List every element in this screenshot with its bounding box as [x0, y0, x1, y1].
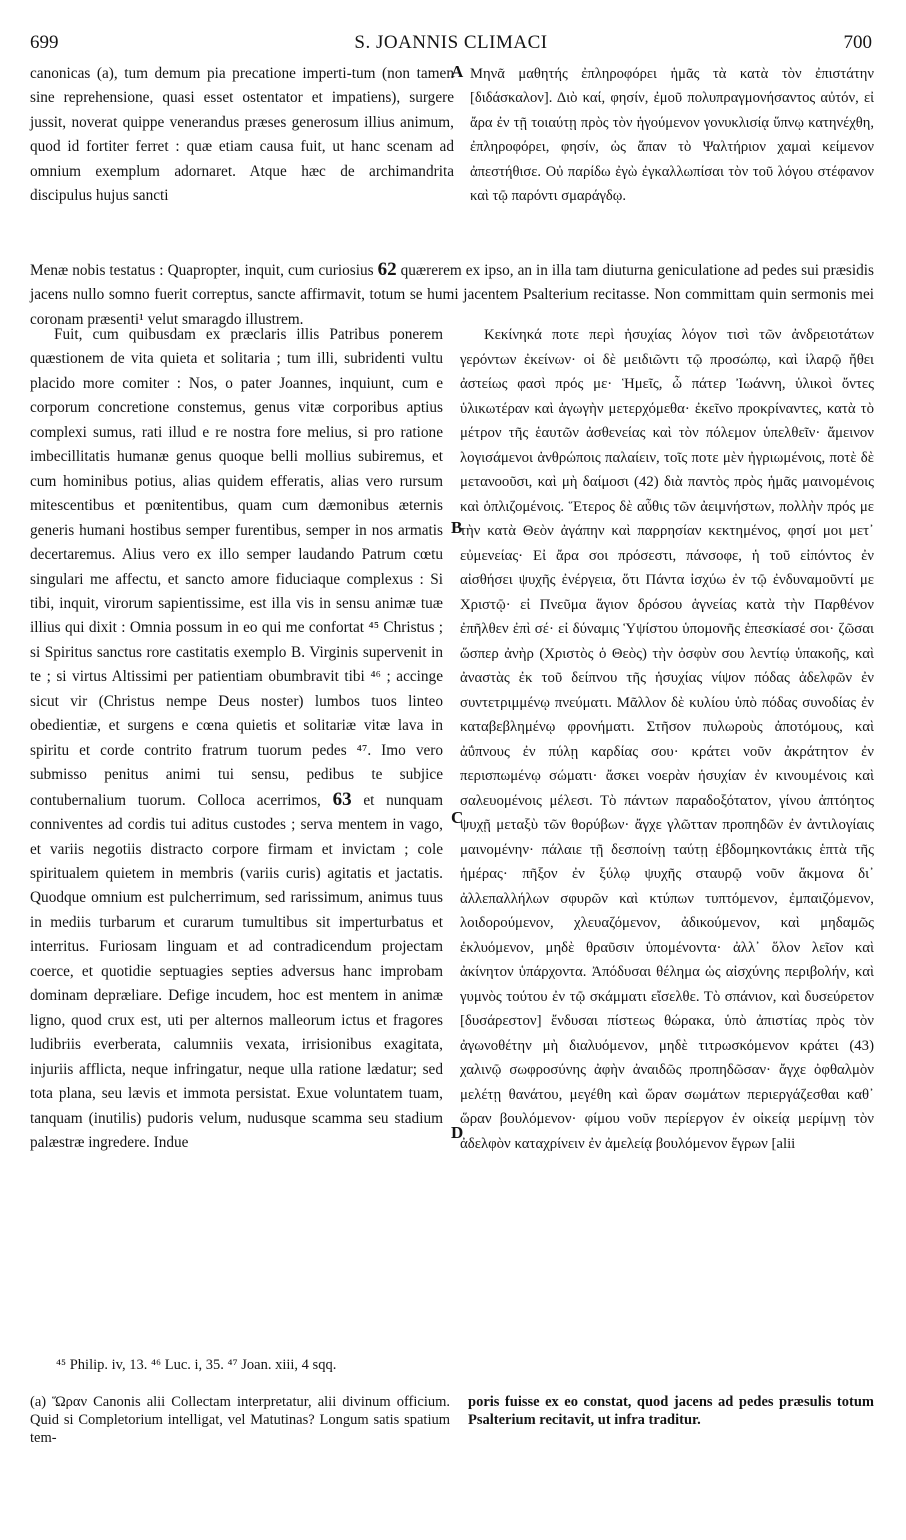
latin-text: quærerem ex ipso, an in illa tam diuturna geniculatione ad pedes sui præsidis jacens nullo somno fuerit correptus, sancte affirmavit, totum se humi jacentem Psalterium recitasse. Non committam quin sermonis mei coronam præsenti¹ velut smaragdo illustrem. — [30, 262, 874, 328]
latin-text: Fuit, cum quibusdam ex præclaris illis Patribus ponerem quæstionem de vita quieta et solitaria ; tum illi, subridenti vultu placido more comiter : Nos, o pater Joannes, inquiunt, cum e corporum concretione constemus, genus vitæ corporibus aptius complexi sumus, rati illud e re nostra fore melius, si pro ratione imbecillitatis humanæ genus quoque belli mollius subiremus, et cum hominibus potius, alias quidem efferatis, alias vero rursum mitescentibus et pœnitentibus, quam cum dæmonibus æternis generis humani hostibus semper furentibus, semper in nos armatis decertaremus. Alius vero ex illo semper laudando Patrum cœtu singulari me affectu, et sancto amore fiduciaque complexus : Si tibi, inquit, virorum sapientissime, est illa vis in sensu animæ tuæ illius qui dixit : Omnia possum in eo qui me confortat ⁴⁵ Christus ; si Spiritus sanctus rore castitatis exemplo B. Virginis supervenit in te ; si virtus Altissimi per patientiam obumbravit tibi ⁴⁶ ; accinge sicut vir (Christus nempe Deus noster) lumbos tuos linteo obedientiæ, et surgens e cœna quietis et solitariæ vitæ lava in spiritu et corde contrito fratrum tuorum pedes ⁴⁷. Imo vero submisso penitus animi tui sensu, pedibus te subjice contubernalium tuorum. Colloca acerrimos, — [30, 326, 443, 809]
section-marker-c: C — [451, 808, 464, 827]
greek-paragraph: Κεκίνηκά ποτε περὶ ἡσυχίας λόγον τισὶ τῶν ἀνδρειοτάτων γερόντων ἐκείνων· οἱ δὲ μειδιῶντι τῷ προσώπῳ, καὶ ἱλαρῷ ἤθει ἀστείως φασὶ πρός με· Ἡμεῖς, ὦ πάτερ Ἰωάννη, ὑλικοὶ ὄντες ὑλικωτέραν καὶ ἀγωγὴν μετερχόμεθα· ἐκεῖνο προκρίναντες, κατὰ τὸ μέτρον τῆς ἑαυτῶν ἀσθενείας καὶ τὸν πόλεμον ὑπελθεῖν· ἄμεινον λογισάμενοι ἀνθρώποις παλαίειν, τοῖς ποτε μὲν ἠγριωμένοις, ποτὲ δὲ μετανοοῦσι, καὶ μὴ δαίμοσι (42) διὰ παντὸς πρὸς ἡμᾶς μαινομένοις καὶ ὁπλιζομένοις. Ἕτερος δὲ αὖθις τῶν ἀειμνήστων, πολλὴν πρός με τὴν κατὰ Θεὸν ἀγάπην καὶ παρρησίαν κεκτημένος, φησί μοι μετ᾽ εὐμενείας· Εἰ ἄρα σοι πρόσεστι, πάνσοφε, ἡ τοῦ εἰπόντος ἐν αἰσθήσει ψυχῆς ἐνέργεια, ὅτι Πάντα ἰσχύω ἐν τῷ ἐνδυναμοῦντί με Χριστῷ· εἰ Πνεῦμα ἅγιον δρόσου ἁγνείας κατὰ τὴν Παρθένον ἐπῆλθεν ἐπὶ σέ· εἰ δύναμις Ὑψίστου ὑπομονῆς ἐπεσκίασέ σοι· ζῶσαι ὥσπερ ἀνὴρ (Χριστὸς ὁ Θεὸς) τὴν ὀσφὺν σου λεντίῳ ὑπακοῆς, καὶ ἀναστὰς ἐκ τοῦ δείπνου τῆς ἡσυχίας νίψον πόδας ἀδελφῶν ἐν συντετριμμένῳ πνεύματι. Μᾶλλον δὲ κυλίου ὑπὸ πόδας συνοδίας ἐν καταβεβλημένῳ φρονήματι. Στῆσον πυλωροὺς ἀποτόμους, καὶ ἀΰπνους ἐν πύλῃ καρδίας σου· κράτει νοῦν ἀκράτητον ἐν περισπωμένῳ σώματι· ἄσκει νοερὰν ἡσυχίαν ἐν κινουμένοις καὶ σαλευομένοις μέλεσι. Τὸ πάντων παραδοξότατον, γίνου ἀπτόητος ψυχῇ μεταξὺ τῶν θορύβων· ἄγχε γλῶτταν προπηδῶν ἐν ἀντιλογίαις μαινομένην· πάλαιε τῇ δεσποίνῃ ταύτῃ ἑβδομηκοντάκις ἑπτὰ τῆς ἡμέρας· πῆξον ἐν ξύλῳ ψυχῆς σταυρῷ νοῦν ἄκμονα δι᾽ ἀλλεπαλλήλων σφυρῶν καὶ κτύπων τυπτόμενον, ἐμπαιζόμενον, λοιδορούμενον, χλευαζόμενον, ἀδικούμενον, καὶ μηδαμῶς ἐκλυόμενον, μηδὲ θραῦσιν ὑπομένοντα· ἀλλ᾽ ὅλον λεῖον καὶ ἀκίνητον ὑπάρχοντα. Ἀπόδυσαι θέλημα ὡς αἰσχύνης περιβολήν, καὶ γυμνὸς τούτου ἐν τῷ σκάμματι εἴσελθε. Τὸ σπάνιον, καὶ δυσεύρετον [δυσάρεστον] ἔνδυσαι πίστεως θώρακα, ὑπὸ ἀπιστίας πρὸς τὸν ἀγωνοθέτην μὴ διαλυόμενον, μηδὲ τιτρωσκόμενον κράτει (43) χαλινῷ σωφροσύνης ἀφὴν ἀναιδῶς προπηδῶσαν· ἄγχε ὀφθαλμὸν μελέτῃ θανάτου, μεγέθη καὶ ὥραν σωμάτων περιεργάζεσθαι καθ᾽ ὥραν βουλόμενον· φίμου νοῦν περίεργον ἐν οἰκείᾳ μερίμνῃ τὸν ἀδελφὸν καταχρίνειν ἐν ἀμελείᾳ βουλόμενον ἔγρων [alii — [460, 327, 874, 1152]
latin-column-top — [30, 62, 454, 209]
footnote-left: (a) Ὥραν Canonis alii Collectam interpretatur, alii divinum officium. Quid si Completorium intelligat, vel Matutinas? Longum satis spatium tem- — [30, 1394, 450, 1446]
section-marker-d: D — [451, 1123, 464, 1142]
page-header — [30, 32, 872, 58]
latin-spanning-text — [30, 258, 874, 332]
greek-column-main — [460, 323, 874, 1156]
page-number-left: 699 — [30, 32, 59, 53]
section-marker-b: B — [451, 518, 463, 537]
running-title: S. JOANNIS CLIMACI — [354, 32, 548, 53]
margin-number: 63 — [332, 788, 352, 810]
latin-paragraph: canonicas (a), tum demum pia precatione imperti-tum (non tamen sine reprehensione, quasi esset ostentator et impatiens), surgere jussit, noverat quippe venerandus præses generosum illius animum, quod id fortiter ferret : quæ etiam causa fuit, ut hanc scenam ad omnium exemplum adornaret. Atque hæc de archimandrita discipulus hujus sancti — [30, 65, 454, 205]
latin-text: et nunquam conniventes ad cordis tui aditus custodes ; serva mentem in vago, et variis negotiis distracto corpore firmam et invictam ; cole spiritualem quietem in membris (variis curis) agitatis et jactatis. Quodque omnium est pulcherrimum, sed rarissimum, animus tuus in mediis turbarum et curarum tumultibus sit imperturbatus et interritus. Furiosam linguam et ad contradicendum projectam coerce, et quotidie septuagies septies adversus hanc improbam dominam depræliare. Defige incudem, hoc est mentem in animæ ligno, quod crux est, uti per alternos malleorum ictus et fragores ludibriis everberata, calumniis vexata, irrisionibus exagitata, injuriis afflicta, neque infringatur, neque ulla ratione lædatur; sed tota plana, seu lævis et immota persistat. Exue voluntatem tuam, tanquam (inutilis) pudoris velum, nudusque scamma seu stadium palæstræ ingredere. Indue — [30, 791, 443, 1151]
page-number-right: 700 — [843, 32, 872, 53]
greek-column-top — [470, 62, 874, 209]
latin-paragraph — [30, 258, 874, 332]
section-marker-a: A — [451, 62, 464, 81]
latin-text: Menæ nobis testatus : Quapropter, inquit, cum curiosius — [30, 262, 374, 279]
latin-paragraph — [30, 323, 443, 1155]
scripture-references: ⁴⁵ Philip. iv, 13. ⁴⁶ Luc. i, 35. ⁴⁷ Joan. xiii, 4 sqq. — [56, 1357, 337, 1373]
margin-number: 62 — [377, 259, 397, 280]
latin-column-main — [30, 323, 443, 1155]
footnote-right: poris fuisse ex eo constat, quod jacens ad pedes præsulis totum Psalterium recitavit, ut infra traditur. — [468, 1394, 874, 1428]
greek-paragraph: Μηνᾶ μαθητής ἐπληροφόρει ἡμᾶς τὰ κατὰ τὸν ἐπιστάτην [διδάσκαλον]. Διὸ καί, φησίν, ἐμοῦ πολυπραγμονήσαντος αὐτόν, εἰ ἄρα ἐν τῇ τοιαύτῃ πρὸς τὸν ἡγούμενον γονυκλισίᾳ ὕπνῳ κατηνέχθη, ἐπληροφόρει, φησίν, ὡς ἅπαν τὸ Ψαλτήριον χαμαὶ κείμενον ἀπεστήθισε. Οὐ παρίδω ἐγὼ ἐγκαλλωπίσαι τὸν τοῦ λόγου στέφανον καὶ τῷ παρόντι σμαράγδῳ. — [470, 66, 874, 205]
